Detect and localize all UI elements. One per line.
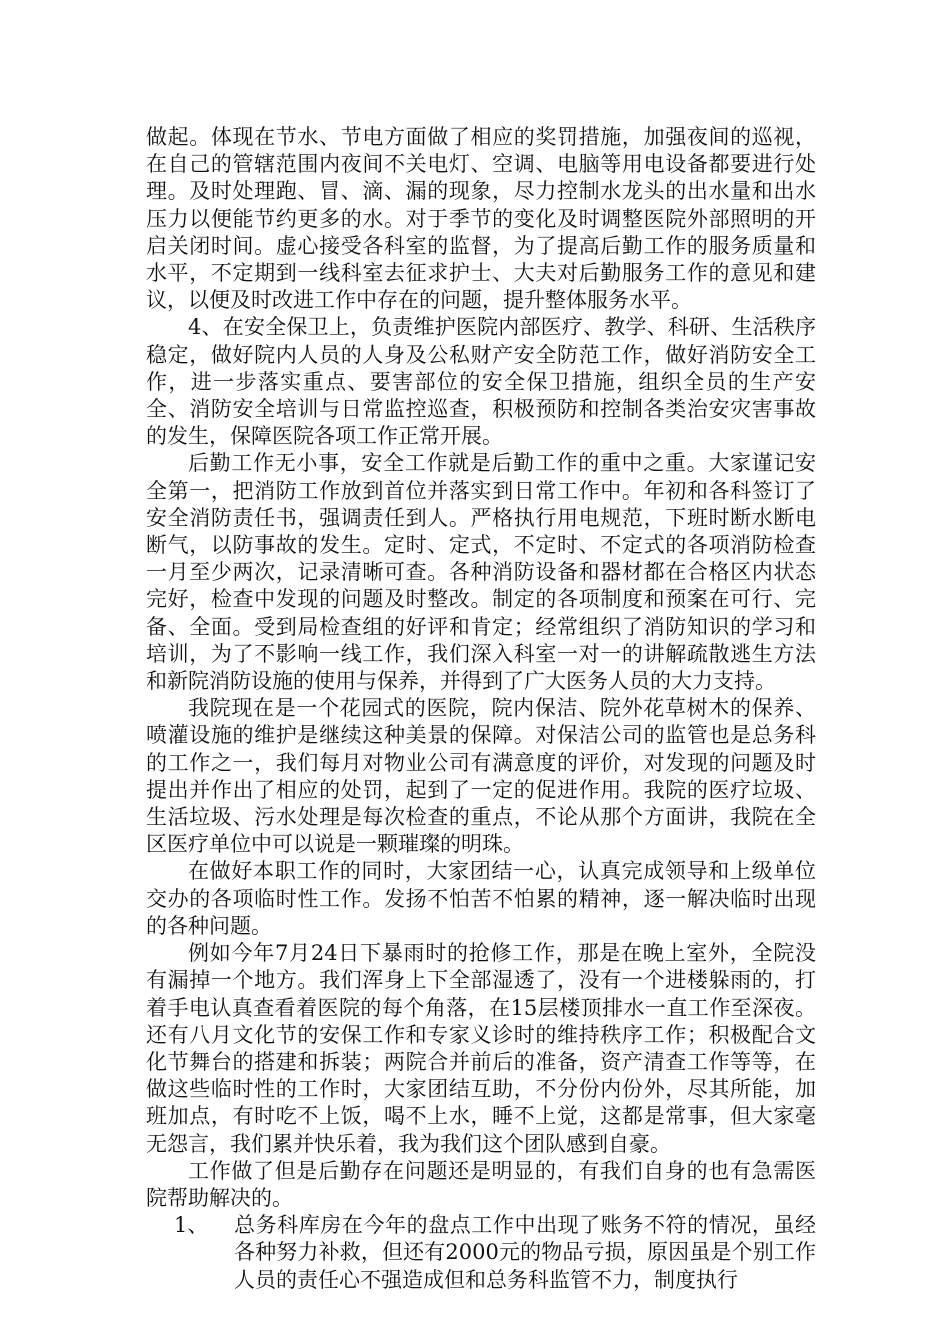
paragraph-problems-intro: 工作做了但是后勤存在问题还是明显的，有我们自身的也有急需医院帮助解决的。 [146,1158,816,1210]
list-item [146,1212,816,1294]
paragraph-security: 4、在安全保卫上，负责维护医院内部医疗、教学、科研、生活秩序稳定，做好院内人员的人身及公私财产安全防范工作，做好消防安全工作，进一步落实重点、要害部位的安全保卫措施，组织全员的生产安全、消防安全培训与日常监控巡查，积极预防和控制各类治安灾害事故的发生，保障医院各项工作正常开展。 [146,315,816,449]
list-item-number: 1、 [174,1213,209,1238]
list-item-text: 总务科库房在今年的盘点工作中出现了账务不符的情况，虽经各种努力补救，但还有2000元的物品亏损，原因虽是个别工作人员的责任心不强造成但和总务科监管不力，制度执行 [234,1213,816,1292]
paragraph-fire-safety: 后勤工作无小事，安全工作就是后勤工作的重中之重。大家谨记安全第一，把消防工作放到首位并落实到日常工作中。年初和各科签订了安全消防责任书，强调责任到人。严格执行用电规范，下班时断水断电断气，以防事故的发生。定时、定式，不定时、不定式的各项消防检查一月至少两次，记录清晰可查。各种消防设备和器材都在合格区内状态完好，检查中发现的问题及时整改。制定的各项制度和预案在可行、完备、全面。受到局检查组的好评和肯定；经常组织了消防知识的学习和培训，为了不影响一线工作，我们深入科室一对一的讲解疏散逃生方法和新院消防设施的使用与保养，并得到了广大医务人员的大力支持。 [146,451,816,694]
paragraph-rainstorm-repair: 例如今年7月24日下暴雨时的抢修工作，那是在晚上室外，全院没有漏掉一个地方。我们浑身上下全部湿透了，没有一个进楼躲雨的，打着手电认真查看着医院的每个角落，在15层楼顶排水一直工作至深夜。还有八月文化节的安保工作和专家义诊时的维持秩序工作；积极配合文化节舞台的搭建和拆装；两院合并前后的准备，资产清查工作等等，在做这些临时性的工作时，大家团结互助，不分份内份外，尽其所能，加班加点，有时吃不上饭，喝不上水，睡不上觉，这都是常事，但大家毫无怨言，我们累并快乐着，我为我们这个团队感到自豪。 [146,941,816,1156]
paragraph-continuation: 做起。体现在节水、节电方面做了相应的奖罚措施，加强夜间的巡视，在自己的管辖范围内夜间不关电灯、空调、电脑等用电设备都要进行处理。及时处理跑、冒、滴、漏的现象，尽力控制水龙头的出水量和出水压力以便能节约更多的水。对于季节的变化及时调整医院外部照明的开启关闭时间。虚心接受各科室的监督，为了提高后勤工作的服务质量和水平，不定期到一线科室去征求护士、大夫对后勤服务工作的意见和建议，以便及时改进工作中存在的问题，提升整体服务水平。 [146,125,816,313]
paragraph-temporary-work: 在做好本职工作的同时，大家团结一心，认真完成领导和上级单位交办的各项临时性工作。发扬不怕苦不怕累的精神，逐一解决临时出现的各种问题。 [146,859,816,938]
paragraph-garden-hospital: 我院现在是一个花园式的医院，院内保洁、院外花草树木的保养、喷灌设施的维护是继续这种美景的保障。对保洁公司的监管也是总务科的工作之一，我们每月对物业公司有满意度的评价，对发现的问题及时提出并作出了相应的处罚，起到了一定的促进作用。我院的医疗垃圾、生活垃圾、污水处理是每次检查的重点，不论从那个方面讲，我院在全区医疗单位中可以说是一颗璀璨的明珠。 [146,696,816,857]
document-body [146,124,816,1294]
